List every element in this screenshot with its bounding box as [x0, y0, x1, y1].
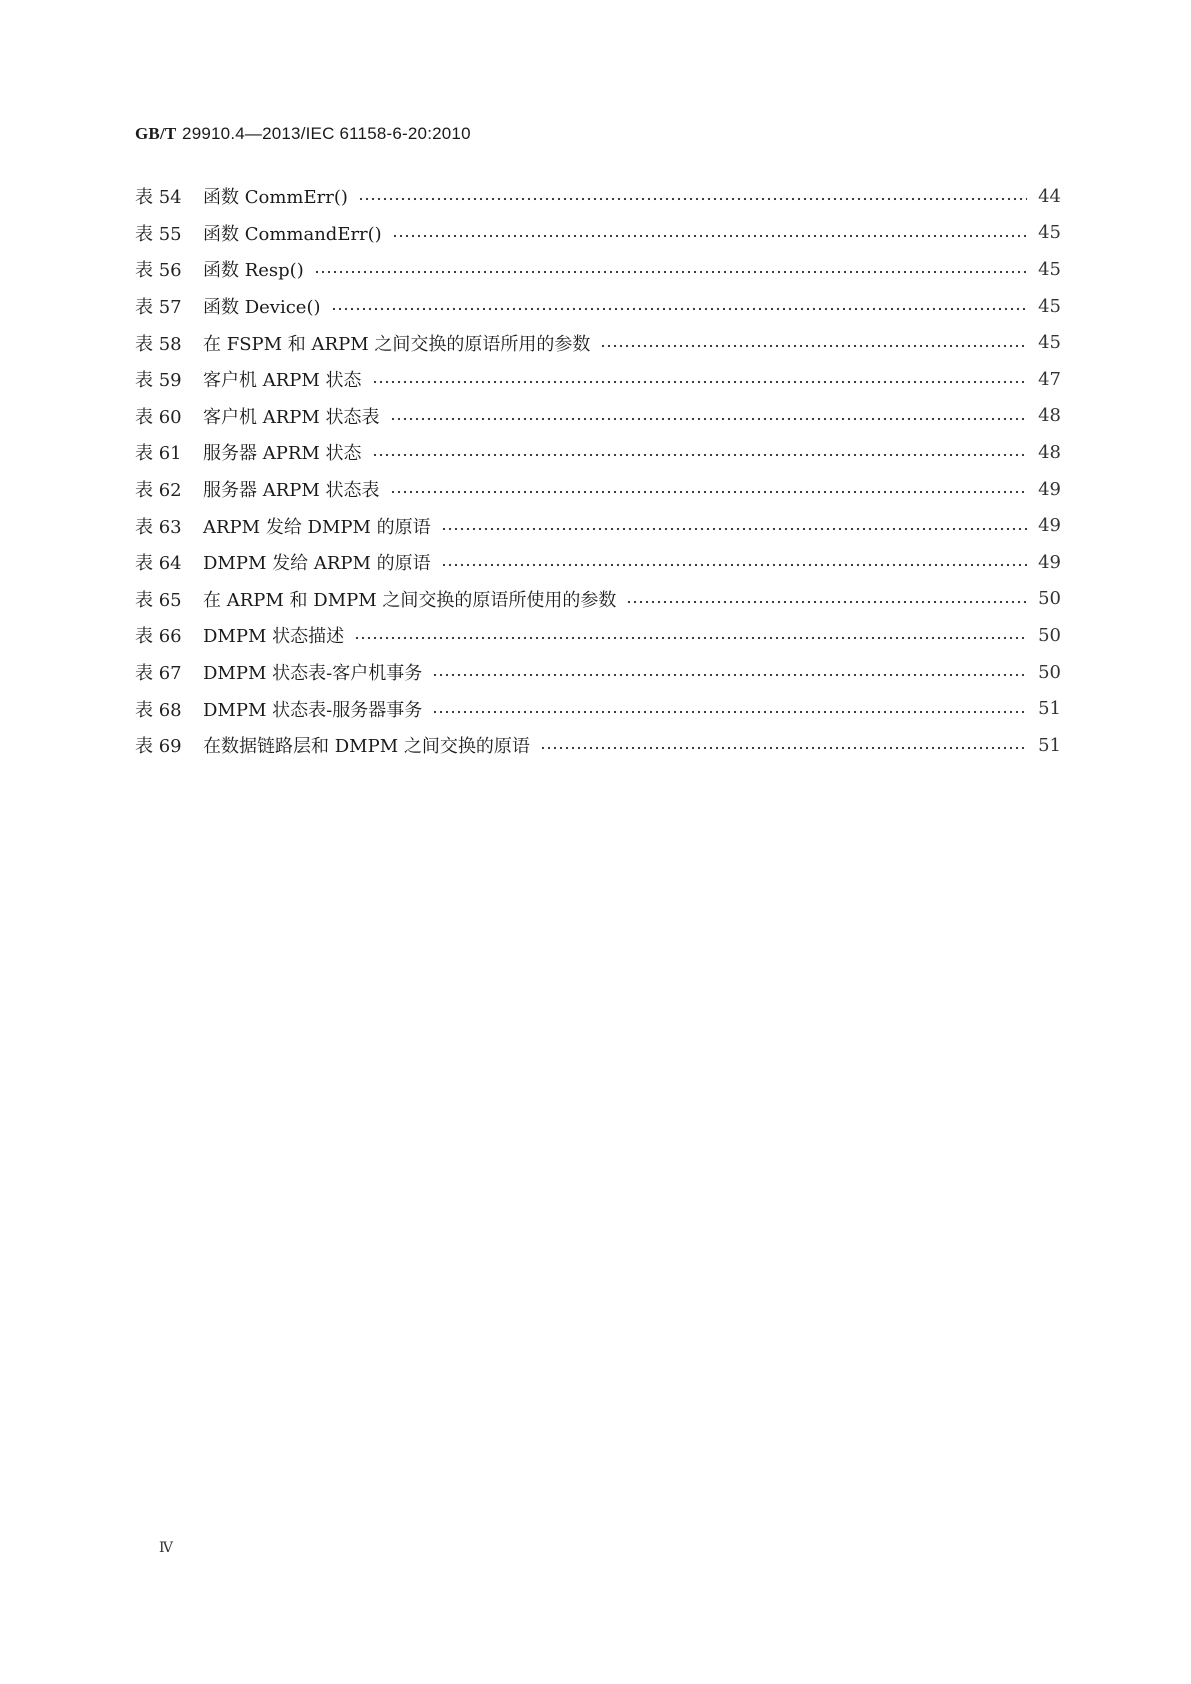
toc-entry-label: 表 55	[135, 223, 182, 245]
toc-entry-title: DMPM 发给 ARPM 的原语	[203, 553, 431, 575]
toc-entry-label: 表 61	[135, 443, 182, 465]
dot-leader	[390, 415, 1027, 423]
dot-leader	[432, 671, 1027, 679]
toc-entry-title: 客户机 ARPM 状态	[203, 370, 362, 392]
toc-entry-page: 49	[1038, 551, 1061, 573]
toc-entry[interactable]	[135, 361, 1061, 398]
toc-entry-page: 51	[1038, 734, 1061, 756]
toc-entry-title: 在 FSPM 和 ARPM 之间交换的原语所用的参数	[203, 333, 591, 355]
dot-leader	[392, 232, 1027, 240]
toc-entry-title: DMPM 状态描述	[203, 626, 345, 648]
toc-entry-page: 49	[1038, 478, 1061, 500]
toc-entry-page: 45	[1038, 258, 1061, 280]
toc-entry-page: 45	[1038, 295, 1061, 317]
toc-entry-label: 表 56	[135, 260, 182, 282]
toc-entry[interactable]	[135, 324, 1061, 361]
toc-entry-label: 表 58	[135, 333, 182, 355]
toc-entry-label: 表 60	[135, 406, 182, 428]
toc-entry-label: 表 59	[135, 370, 182, 392]
toc-entry[interactable]	[135, 507, 1061, 544]
toc-entry-page: 50	[1038, 661, 1061, 683]
dot-leader	[331, 305, 1027, 313]
toc-entry-label: 表 67	[135, 663, 182, 685]
toc-entry-title: 函数 CommandErr()	[203, 223, 382, 245]
dot-leader	[372, 451, 1027, 459]
document-header	[135, 124, 471, 144]
toc-entry[interactable]	[135, 690, 1061, 727]
dot-leader	[441, 561, 1027, 569]
table-of-contents	[135, 178, 1061, 764]
toc-entry-page: 45	[1038, 332, 1061, 354]
toc-entry[interactable]	[135, 251, 1061, 288]
toc-entry-label: 表 63	[135, 516, 182, 538]
standard-number: 29910.4—2013/IEC 61158-6-20:2010	[182, 124, 471, 143]
toc-entry-label: 表 64	[135, 553, 182, 575]
toc-entry-title: 函数 Device()	[203, 297, 321, 319]
dot-leader	[432, 708, 1027, 716]
dot-leader	[354, 634, 1027, 642]
dot-leader	[441, 525, 1027, 533]
toc-entry-label: 表 62	[135, 480, 182, 502]
toc-entry-title: 函数 CommErr()	[203, 187, 348, 209]
toc-entry-title: ARPM 发给 DMPM 的原语	[203, 516, 431, 538]
toc-entry-label: 表 57	[135, 297, 182, 319]
toc-entry[interactable]	[135, 654, 1061, 691]
toc-entry[interactable]	[135, 727, 1061, 764]
toc-entry-title: 服务器 ARPM 状态表	[203, 480, 380, 502]
toc-entry-page: 50	[1038, 624, 1061, 646]
toc-entry-page: 50	[1038, 588, 1061, 610]
toc-entry[interactable]	[135, 544, 1061, 581]
toc-entry-page: 44	[1038, 185, 1061, 207]
toc-entry-label: 表 65	[135, 589, 182, 611]
toc-entry-label: 表 66	[135, 626, 182, 648]
toc-entry-title: 在 ARPM 和 DMPM 之间交换的原语所使用的参数	[203, 589, 617, 611]
dot-leader	[390, 488, 1027, 496]
toc-entry-title: DMPM 状态表-客户机事务	[203, 663, 423, 685]
dot-leader	[600, 342, 1027, 350]
toc-entry-label: 表 54	[135, 187, 182, 209]
toc-entry-page: 47	[1038, 368, 1061, 390]
toc-entry[interactable]	[135, 434, 1061, 471]
toc-entry-title: DMPM 状态表-服务器事务	[203, 699, 423, 721]
standard-prefix: GB/T	[135, 124, 177, 143]
toc-entry[interactable]	[135, 617, 1061, 654]
dot-leader	[358, 195, 1027, 203]
toc-entry-page: 48	[1038, 405, 1061, 427]
toc-entry[interactable]	[135, 471, 1061, 508]
toc-entry-page: 45	[1038, 222, 1061, 244]
dot-leader	[626, 598, 1027, 606]
toc-entry[interactable]	[135, 288, 1061, 325]
toc-entry-page: 51	[1038, 698, 1061, 720]
dot-leader	[314, 268, 1027, 276]
toc-entry-title: 函数 Resp()	[203, 260, 304, 282]
toc-entry[interactable]	[135, 398, 1061, 435]
toc-entry[interactable]	[135, 178, 1061, 215]
toc-entry-page: 49	[1038, 515, 1061, 537]
dot-leader	[540, 744, 1027, 752]
toc-entry-title: 客户机 ARPM 状态表	[203, 406, 380, 428]
toc-entry-label: 表 69	[135, 736, 182, 758]
toc-entry[interactable]	[135, 215, 1061, 252]
toc-entry[interactable]	[135, 581, 1061, 618]
toc-entry-page: 48	[1038, 441, 1061, 463]
page-number: Ⅳ	[159, 1540, 173, 1556]
toc-entry-label: 表 68	[135, 699, 182, 721]
toc-entry-title: 在数据链路层和 DMPM 之间交换的原语	[203, 736, 530, 758]
dot-leader	[372, 378, 1027, 386]
toc-entry-title: 服务器 APRM 状态	[203, 443, 362, 465]
